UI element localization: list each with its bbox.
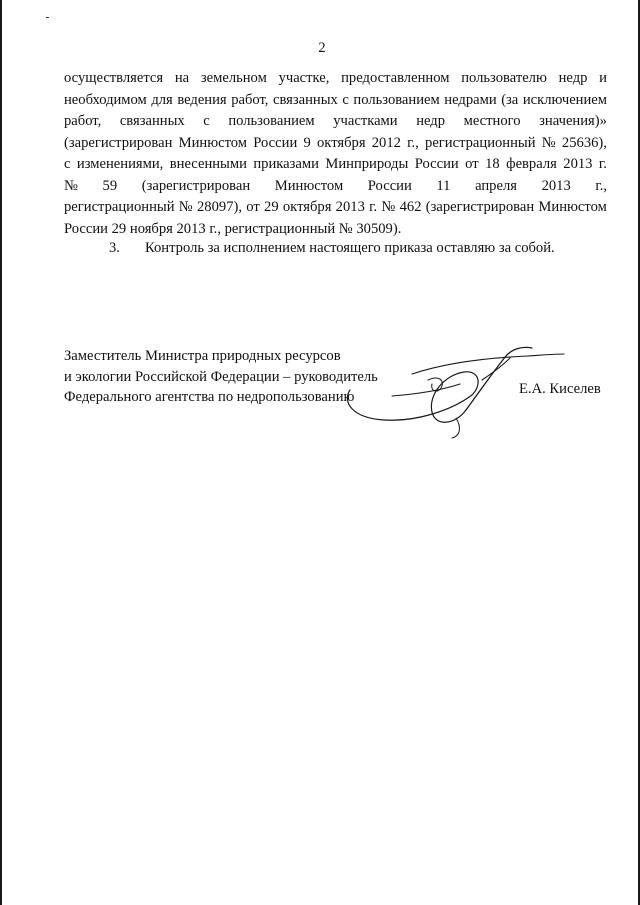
word: работ,: [64, 113, 102, 129]
word: пользованием: [353, 91, 440, 108]
word: 462: [399, 199, 422, 215]
word: 25636),: [561, 134, 607, 151]
word: 28097),: [197, 199, 242, 215]
word: приказами: [253, 156, 319, 172]
word: 11: [436, 177, 451, 194]
scan-artifact: [46, 17, 49, 18]
word: 18: [485, 156, 500, 172]
word: (зарегистрирован: [141, 177, 251, 194]
word: значения)»: [539, 113, 607, 129]
word: октября: [282, 199, 332, 215]
word: участками: [333, 113, 398, 129]
paragraph-line: [64, 111, 607, 133]
word: и: [599, 70, 607, 86]
word: Минюстом: [274, 177, 344, 194]
word: работ,: [231, 91, 269, 108]
paragraph-line: [64, 68, 607, 90]
word: недр: [558, 70, 588, 86]
word: 2013: [563, 156, 593, 172]
word: №: [541, 134, 556, 151]
word: от: [465, 156, 479, 172]
word: России: [367, 177, 412, 194]
list-item-text: Контроль за исполнением настоящего приказа оставляю за собой.: [145, 240, 555, 256]
word: предоставленном: [341, 70, 450, 86]
word: для: [151, 91, 173, 108]
paragraph-line: [64, 90, 607, 112]
word: связанных: [272, 91, 338, 108]
word: (зарегистрирован: [425, 199, 535, 215]
word: внесенными: [169, 156, 247, 172]
word: Минюстом: [538, 199, 607, 215]
signatory-title: [64, 346, 378, 408]
paragraph-line: [64, 197, 607, 219]
word: 9: [303, 134, 311, 151]
word: изменениями,: [76, 156, 164, 172]
word: регистрационный: [425, 134, 536, 151]
word: пользованием: [228, 113, 315, 129]
word: осуществляется: [64, 70, 164, 86]
word: г.: [598, 156, 607, 172]
list-item-3: [109, 238, 555, 259]
word: с: [64, 156, 71, 172]
paragraph-last-line: России 29 ноября 2013 г., регистрационный № 30509).: [64, 220, 402, 237]
word: на: [174, 70, 190, 86]
word: местного: [463, 113, 521, 129]
word: 2013: [335, 199, 365, 215]
word: 29: [264, 199, 279, 215]
word: от: [246, 199, 260, 215]
word: февраля: [506, 156, 557, 172]
word: (зарегистрирован: [64, 134, 173, 151]
word: №: [64, 177, 78, 194]
word: №: [381, 199, 396, 215]
signer-name: Е.А. Киселев: [519, 381, 601, 397]
word: с: [342, 91, 349, 108]
word: апреля: [475, 177, 517, 194]
paragraph-line: [64, 154, 607, 176]
word: октября: [317, 134, 366, 151]
word: России: [253, 134, 298, 151]
word: 2012: [371, 134, 401, 151]
page-number: 2: [318, 40, 326, 56]
word: связанных: [119, 113, 185, 129]
word: г.,: [407, 134, 419, 151]
word: 59: [102, 177, 118, 194]
word: недрами: [444, 91, 497, 108]
word: (за: [501, 91, 519, 108]
paragraph-line: [64, 176, 607, 198]
word: Минюстом: [178, 134, 248, 151]
signatory-line-3: Федерального агентства по недропользованию: [64, 389, 355, 405]
word: земельном: [200, 70, 267, 86]
paragraph: [64, 68, 607, 240]
word: регистрационный: [64, 199, 175, 215]
word: с: [203, 113, 210, 129]
word: ведения: [177, 91, 227, 108]
word: г.: [369, 199, 378, 215]
word: участке,: [278, 70, 330, 86]
word: г.,: [595, 177, 607, 194]
word: 2013: [541, 177, 571, 194]
list-item-number: 3.: [109, 240, 120, 256]
word: недр: [416, 113, 446, 129]
word: необходимом: [64, 91, 147, 108]
word: Минприроды: [325, 156, 409, 172]
word: №: [178, 199, 193, 215]
word: пользователю: [461, 70, 547, 86]
signatory-line-1: Заместитель Министра природных ресурсов: [64, 348, 341, 364]
signatory-line-2: и экологии Российской Федерации – руководитель: [64, 368, 378, 385]
word: России: [414, 156, 459, 172]
paragraph-line: [64, 133, 607, 155]
word: исключением: [522, 91, 607, 108]
